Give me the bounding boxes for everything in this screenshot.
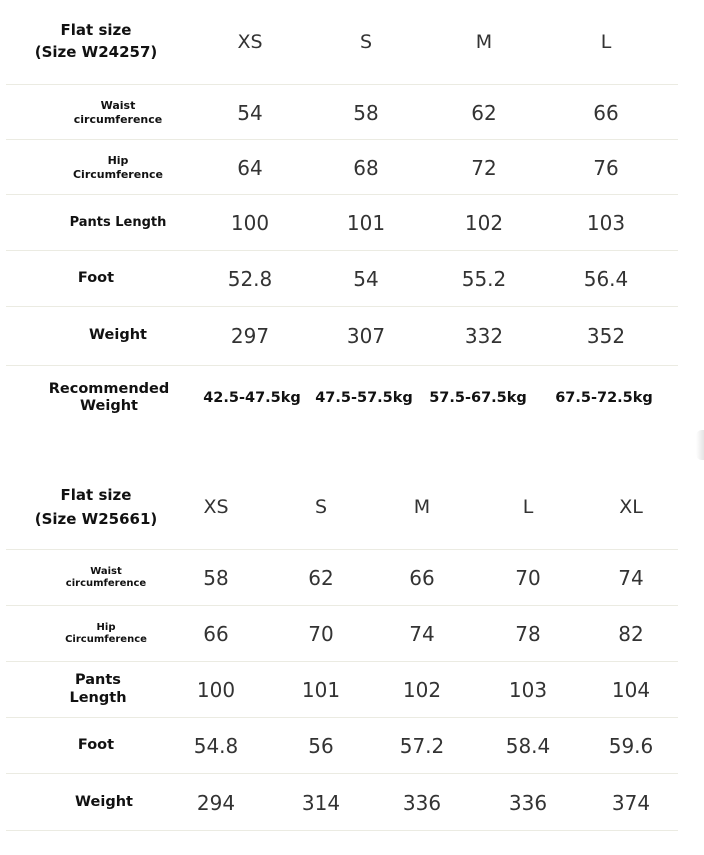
- row-label-line1: Hip: [107, 154, 129, 168]
- value-cell: 82: [618, 621, 644, 646]
- table-header-row: [0, 10, 704, 74]
- value-cell: 42.5-47.5kg: [203, 390, 301, 406]
- table-title: [20, 10, 172, 74]
- value-cell: 101: [346, 210, 386, 235]
- table-row-foot: [0, 718, 704, 774]
- value-cell: 70: [515, 565, 541, 590]
- value-cell: 102: [402, 677, 442, 702]
- size-column-header: M: [475, 31, 493, 53]
- value-cell: 352: [586, 324, 626, 348]
- row-label-line1: Pants Length: [69, 214, 167, 230]
- row-label-line2: Weight: [80, 398, 138, 414]
- row-label: [36, 550, 176, 605]
- value-cell: 336: [508, 790, 548, 815]
- value-cell: 66: [409, 565, 435, 590]
- value-cell: 314: [301, 790, 341, 815]
- row-label-line1: Weight: [89, 327, 147, 344]
- size-column-header: M: [413, 496, 431, 518]
- value-cell: 52.8: [227, 267, 273, 291]
- value-cell: 58: [353, 100, 379, 125]
- table-row-waist: [0, 550, 704, 605]
- table-row-waist: [0, 85, 704, 140]
- size-column-header: L: [522, 496, 534, 518]
- row-label: [36, 606, 176, 661]
- value-cell: 374: [611, 790, 651, 815]
- table-row-weight: [0, 307, 704, 365]
- value-cell: 58: [203, 565, 229, 590]
- value-cell: 54: [237, 100, 263, 125]
- value-cell: 56.4: [583, 267, 629, 291]
- value-cell: 56: [308, 734, 334, 758]
- value-cell: 336: [402, 790, 442, 815]
- row-label-line1: Waist: [100, 99, 136, 113]
- table-row-pants-length: [0, 662, 704, 717]
- row-label: [48, 195, 188, 250]
- value-cell: 76: [593, 155, 619, 180]
- value-cell: 72: [471, 155, 497, 180]
- table-row-foot: [0, 251, 704, 307]
- value-cell: 103: [508, 677, 548, 702]
- row-divider: [6, 365, 678, 366]
- row-label: [48, 85, 188, 140]
- row-label: [34, 774, 174, 831]
- value-cell: 294: [196, 790, 236, 815]
- value-cell: 68: [353, 155, 379, 180]
- table-row-hip: [0, 606, 704, 661]
- value-cell: 78: [515, 621, 541, 646]
- value-cell: 332: [464, 324, 504, 348]
- value-cell: 100: [230, 210, 270, 235]
- row-label-line2: circumference: [73, 112, 163, 126]
- row-label: [48, 307, 188, 365]
- value-cell: 47.5-57.5kg: [315, 390, 413, 406]
- row-label: [26, 718, 166, 774]
- row-label-line1: Pants: [75, 672, 121, 689]
- row-label-line1: Waist: [90, 565, 122, 577]
- size-column-header: S: [359, 31, 373, 53]
- row-label-line2: circumference: [65, 577, 147, 589]
- row-label: [26, 251, 166, 307]
- row-label: [34, 368, 184, 428]
- row-label-line1: Recommended: [48, 380, 170, 397]
- value-cell: 62: [471, 100, 497, 125]
- value-cell: 55.2: [461, 267, 507, 291]
- table-row-pants-length: [0, 195, 704, 250]
- value-cell: 67.5-72.5kg: [555, 390, 653, 406]
- row-label-line2: Circumference: [72, 167, 164, 181]
- row-label-line2: Circumference: [65, 633, 147, 645]
- value-cell: 100: [196, 677, 236, 702]
- value-cell: 54.8: [193, 734, 239, 758]
- table-title: [20, 474, 172, 540]
- value-cell: 58.4: [505, 734, 551, 758]
- value-cell: 307: [346, 324, 386, 348]
- value-cell: 57.2: [399, 734, 445, 758]
- size-column-header: XS: [203, 496, 229, 518]
- row-label-line2: Length: [69, 689, 127, 706]
- row-label-line1: Foot: [77, 737, 115, 754]
- table-title-line2: (Size W25661): [34, 510, 158, 528]
- size-column-header: L: [600, 31, 612, 53]
- row-label: [48, 140, 188, 195]
- table-row-recommended-weight: [0, 368, 704, 428]
- value-cell: 57.5-67.5kg: [429, 390, 527, 406]
- value-cell: 70: [308, 621, 334, 646]
- size-column-header: S: [314, 496, 328, 518]
- value-cell: 74: [409, 621, 435, 646]
- value-cell: 104: [611, 677, 651, 702]
- value-cell: 66: [203, 621, 229, 646]
- value-cell: 74: [618, 565, 644, 590]
- value-cell: 101: [301, 677, 341, 702]
- value-cell: 103: [586, 210, 626, 235]
- value-cell: 62: [308, 565, 334, 590]
- value-cell: 66: [593, 100, 619, 125]
- row-label-line1: Hip: [96, 621, 116, 633]
- table-title-line1: Flat size: [60, 486, 132, 504]
- table-row-hip: [0, 140, 704, 195]
- row-label-line1: Foot: [77, 270, 115, 287]
- table-row-weight: [0, 774, 704, 831]
- size-column-header: XS: [237, 31, 263, 53]
- table-title-line2: (Size W24257): [34, 43, 158, 61]
- row-divider: [6, 830, 678, 831]
- value-cell: 59.6: [608, 734, 654, 758]
- table-title-line1: Flat size: [60, 21, 132, 40]
- table-header-row: [0, 474, 704, 540]
- row-label: [28, 662, 168, 717]
- value-cell: 64: [237, 155, 263, 180]
- value-cell: 102: [464, 210, 504, 235]
- value-cell: 297: [230, 324, 270, 348]
- value-cell: 54: [353, 267, 379, 291]
- size-column-header: XL: [619, 496, 643, 518]
- edge-shadow-decoration: [696, 430, 704, 460]
- row-label-line1: Weight: [75, 793, 133, 810]
